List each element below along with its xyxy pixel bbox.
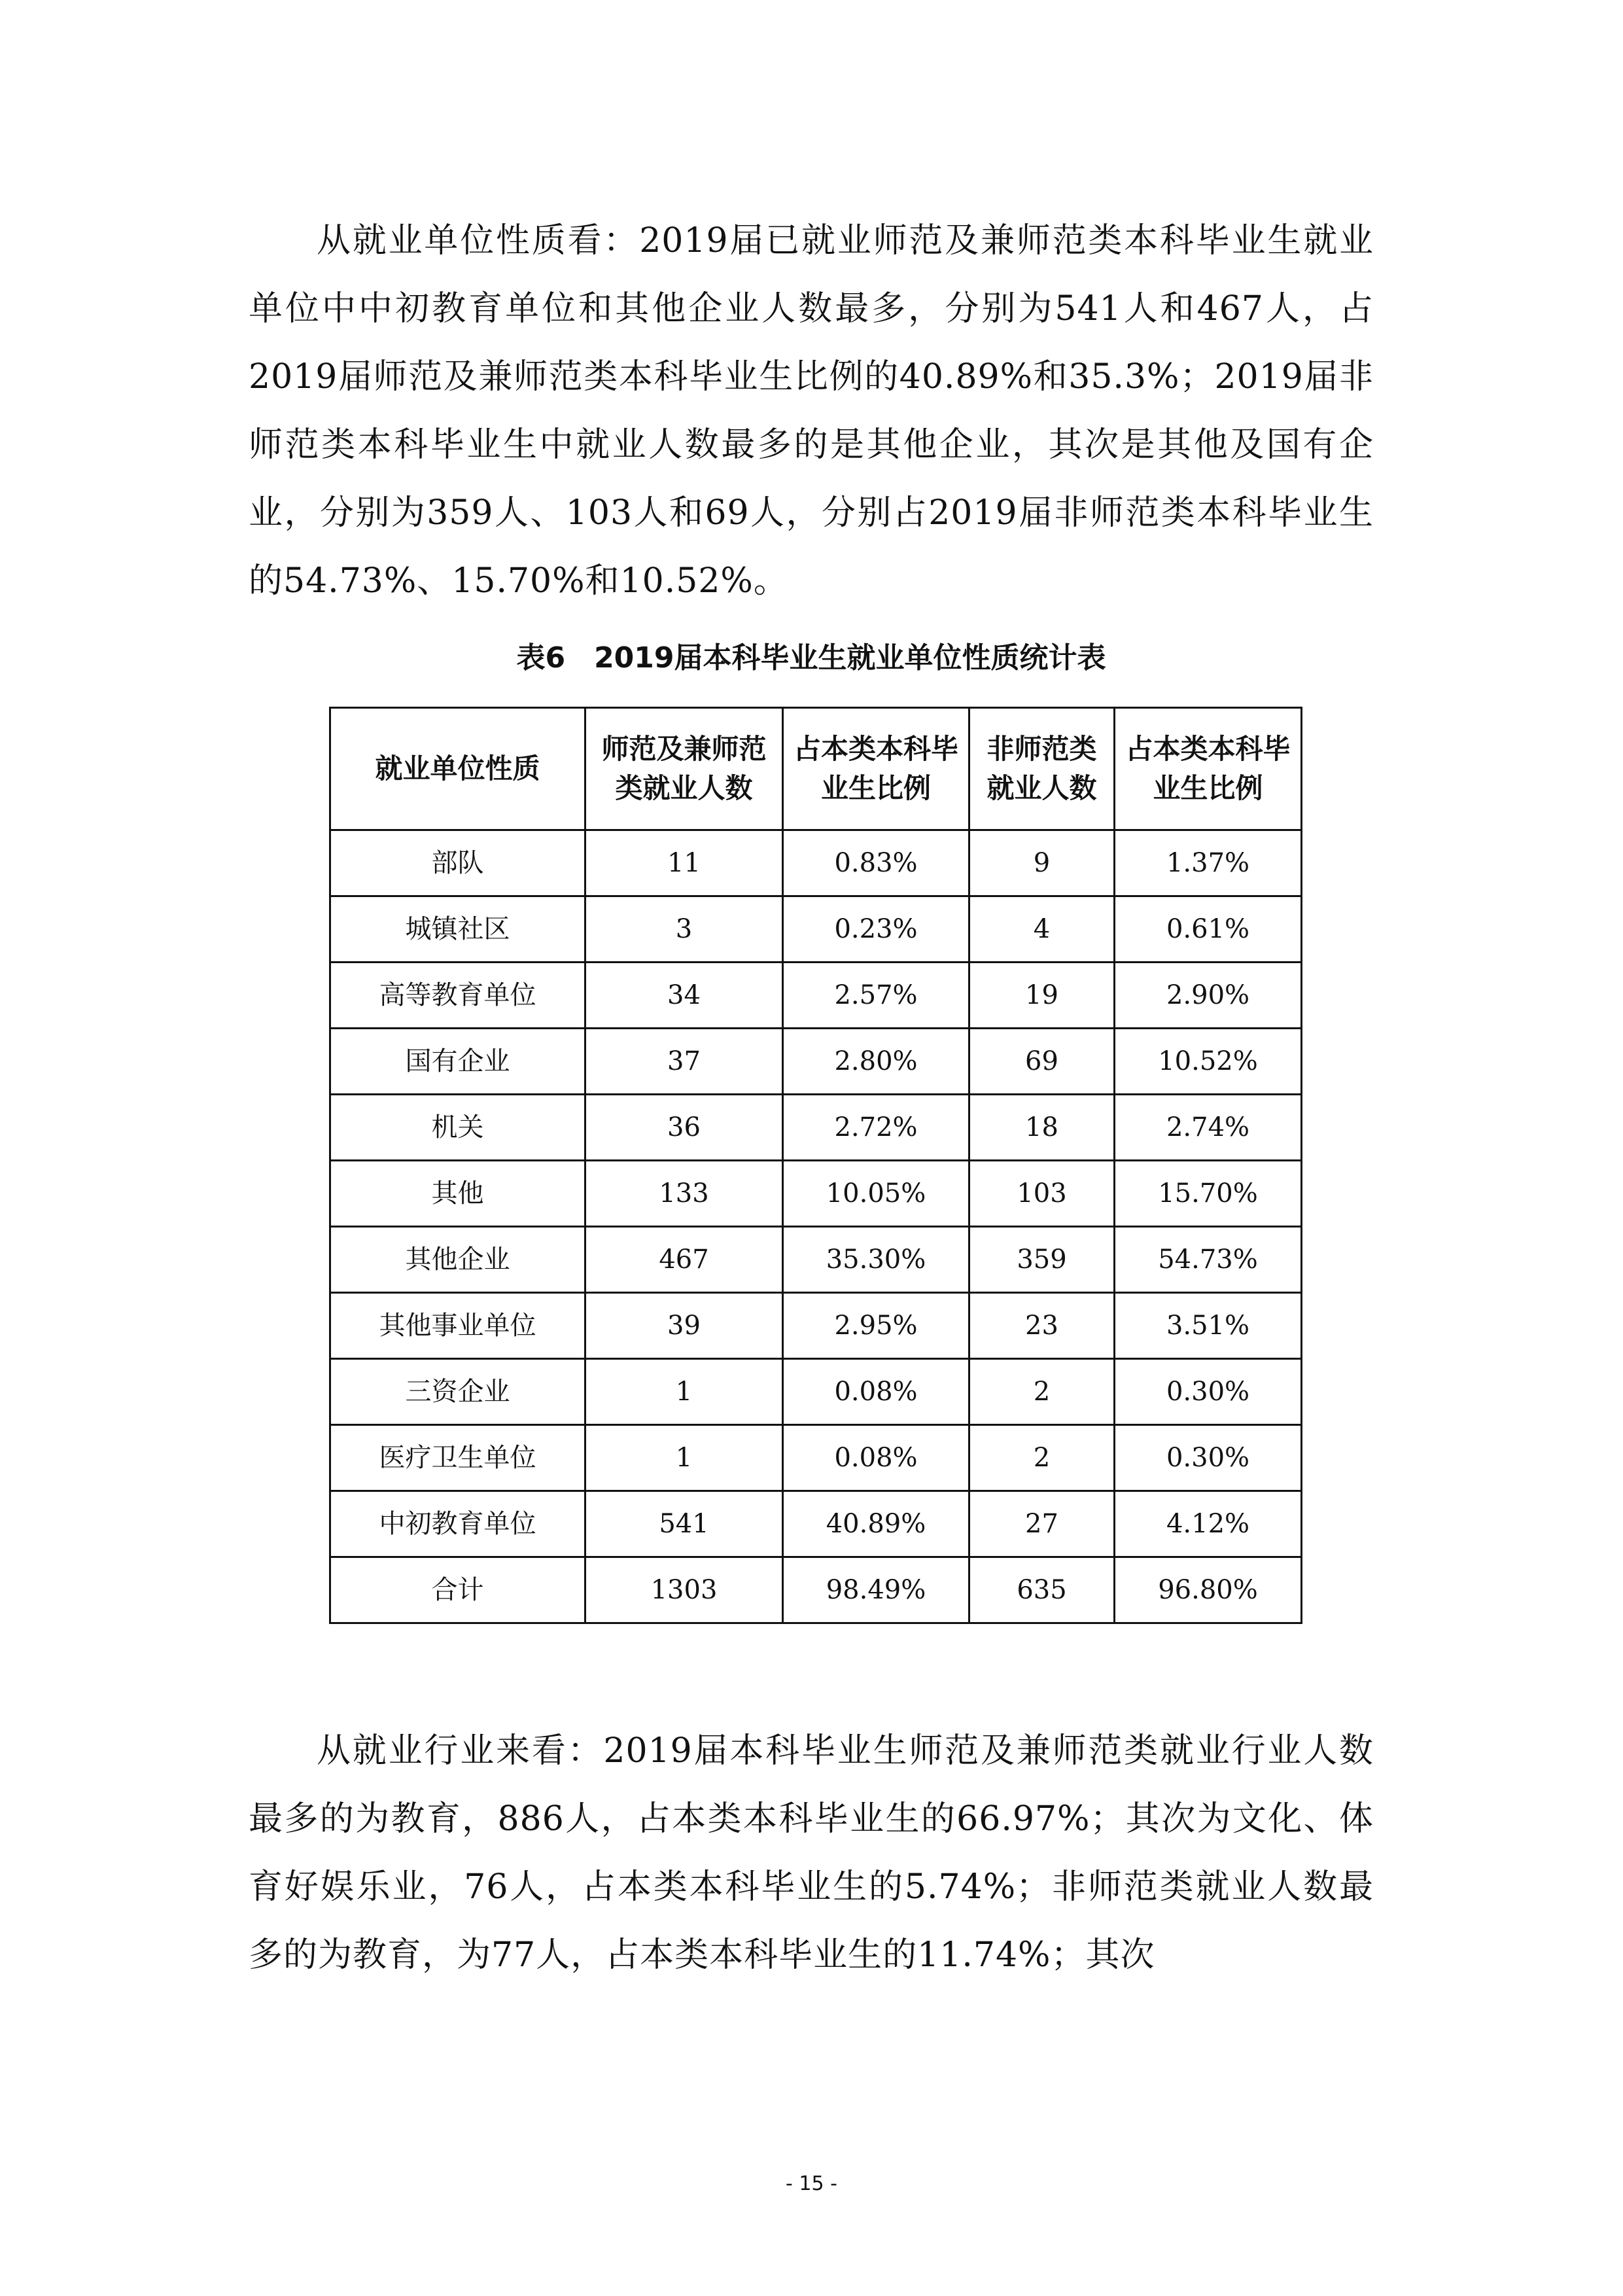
cell-normal-count: 37 [585, 1029, 783, 1095]
cell-normal-ratio: 2.80% [783, 1029, 969, 1095]
cell-non-normal-count: 2 [969, 1425, 1115, 1491]
cell-non-normal-count: 2 [969, 1359, 1115, 1425]
cell-non-normal-count: 635 [969, 1557, 1115, 1623]
cell-normal-ratio: 35.30% [783, 1227, 969, 1293]
cell-non-normal-ratio: 4.12% [1115, 1491, 1302, 1557]
employer-type-table [329, 707, 1302, 1624]
cell-employer-type: 三资企业 [330, 1359, 585, 1425]
cell-employer-type: 医疗卫生单位 [330, 1425, 585, 1491]
cell-employer-type: 合计 [330, 1557, 585, 1623]
cell-normal-ratio: 98.49% [783, 1557, 969, 1623]
cell-normal-count: 1 [585, 1359, 783, 1425]
table-caption: 表6 2019届本科毕业生就业单位性质统计表 [516, 641, 1106, 675]
cell-non-normal-ratio: 2.74% [1115, 1095, 1302, 1161]
table-header-row [330, 708, 1302, 830]
cell-normal-count: 34 [585, 963, 783, 1029]
cell-non-normal-ratio: 96.80% [1115, 1557, 1302, 1623]
cell-non-normal-count: 9 [969, 830, 1115, 896]
cell-normal-ratio: 2.72% [783, 1095, 969, 1161]
table-row [330, 1293, 1302, 1359]
cell-normal-ratio: 0.23% [783, 896, 969, 963]
cell-non-normal-ratio: 0.61% [1115, 896, 1302, 963]
table-row [330, 1029, 1302, 1095]
table-row [330, 1095, 1302, 1161]
table-row [330, 896, 1302, 963]
cell-non-normal-ratio: 10.52% [1115, 1029, 1302, 1095]
header-normal-count: 师范及兼师范类就业人数 [585, 708, 783, 830]
header-normal-ratio: 占本类本科毕业生比例 [783, 708, 969, 830]
cell-normal-count: 3 [585, 896, 783, 963]
header-employer-type: 就业单位性质 [330, 708, 585, 830]
page-number: - 15 - [786, 2172, 837, 2195]
cell-non-normal-count: 18 [969, 1095, 1115, 1161]
cell-normal-count: 1303 [585, 1557, 783, 1623]
cell-non-normal-count: 69 [969, 1029, 1115, 1095]
cell-normal-ratio: 2.95% [783, 1293, 969, 1359]
cell-non-normal-count: 23 [969, 1293, 1115, 1359]
cell-normal-ratio: 0.83% [783, 830, 969, 896]
table-row [330, 830, 1302, 896]
cell-normal-count: 541 [585, 1491, 783, 1557]
table-row [330, 1227, 1302, 1293]
cell-non-normal-ratio: 0.30% [1115, 1425, 1302, 1491]
cell-non-normal-count: 27 [969, 1491, 1115, 1557]
cell-non-normal-ratio: 54.73% [1115, 1227, 1302, 1293]
cell-employer-type: 机关 [330, 1095, 585, 1161]
cell-non-normal-ratio: 2.90% [1115, 963, 1302, 1029]
cell-non-normal-count: 19 [969, 963, 1115, 1029]
cell-employer-type: 城镇社区 [330, 896, 585, 963]
cell-non-normal-ratio: 0.30% [1115, 1359, 1302, 1425]
table-row [330, 1359, 1302, 1425]
cell-non-normal-ratio: 15.70% [1115, 1161, 1302, 1227]
cell-non-normal-ratio: 3.51% [1115, 1293, 1302, 1359]
table-row [330, 963, 1302, 1029]
cell-employer-type: 国有企业 [330, 1029, 585, 1095]
cell-non-normal-count: 359 [969, 1227, 1115, 1293]
cell-employer-type: 其他事业单位 [330, 1293, 585, 1359]
cell-normal-ratio: 0.08% [783, 1359, 969, 1425]
header-non-normal-ratio: 占本类本科毕业生比例 [1115, 708, 1302, 830]
cell-normal-count: 467 [585, 1227, 783, 1293]
cell-non-normal-count: 4 [969, 896, 1115, 963]
cell-normal-ratio: 2.57% [783, 963, 969, 1029]
cell-normal-count: 133 [585, 1161, 783, 1227]
cell-normal-ratio: 10.05% [783, 1161, 969, 1227]
cell-normal-count: 39 [585, 1293, 783, 1359]
table-row [330, 1425, 1302, 1491]
cell-employer-type: 其他企业 [330, 1227, 585, 1293]
table-row [330, 1161, 1302, 1227]
cell-non-normal-count: 103 [969, 1161, 1115, 1227]
table-row [330, 1491, 1302, 1557]
header-non-normal-count: 非师范类就业人数 [969, 708, 1115, 830]
cell-employer-type: 部队 [330, 830, 585, 896]
paragraph-industry: 从就业行业来看：2019届本科毕业生师范及兼师范类就业行业人数最多的为教育，886人，占本类本科毕业生的66.97%；其次为文化、体育好娱乐业，76人，占本类本科毕业生的5.74%；非师范类就业人数最多的为教育，为77人，占本类本科毕业生的11.74%；其次 [249, 1731, 1374, 1975]
table-total-row [330, 1557, 1302, 1623]
cell-employer-type: 其他 [330, 1161, 585, 1227]
cell-non-normal-ratio: 1.37% [1115, 830, 1302, 896]
cell-employer-type: 高等教育单位 [330, 963, 585, 1029]
cell-normal-count: 11 [585, 830, 783, 896]
cell-normal-ratio: 40.89% [783, 1491, 969, 1557]
cell-normal-count: 36 [585, 1095, 783, 1161]
paragraph-employer-type: 从就业单位性质看：2019届已就业师范及兼师范类本科毕业生就业单位中中初教育单位和其他企业人数最多，分别为541人和467人，占2019届师范及兼师范类本科毕业生比例的40.89%和35.3%；2019届非师范类本科毕业生中就业人数最多的是其他企业，其次是其他及国有企业，分别为359人、103人和69人，分别占2019届非师范类本科毕业生的54.73%、15.70%和10.52%。 [249, 221, 1374, 601]
cell-normal-ratio: 0.08% [783, 1425, 969, 1491]
cell-employer-type: 中初教育单位 [330, 1491, 585, 1557]
cell-normal-count: 1 [585, 1425, 783, 1491]
